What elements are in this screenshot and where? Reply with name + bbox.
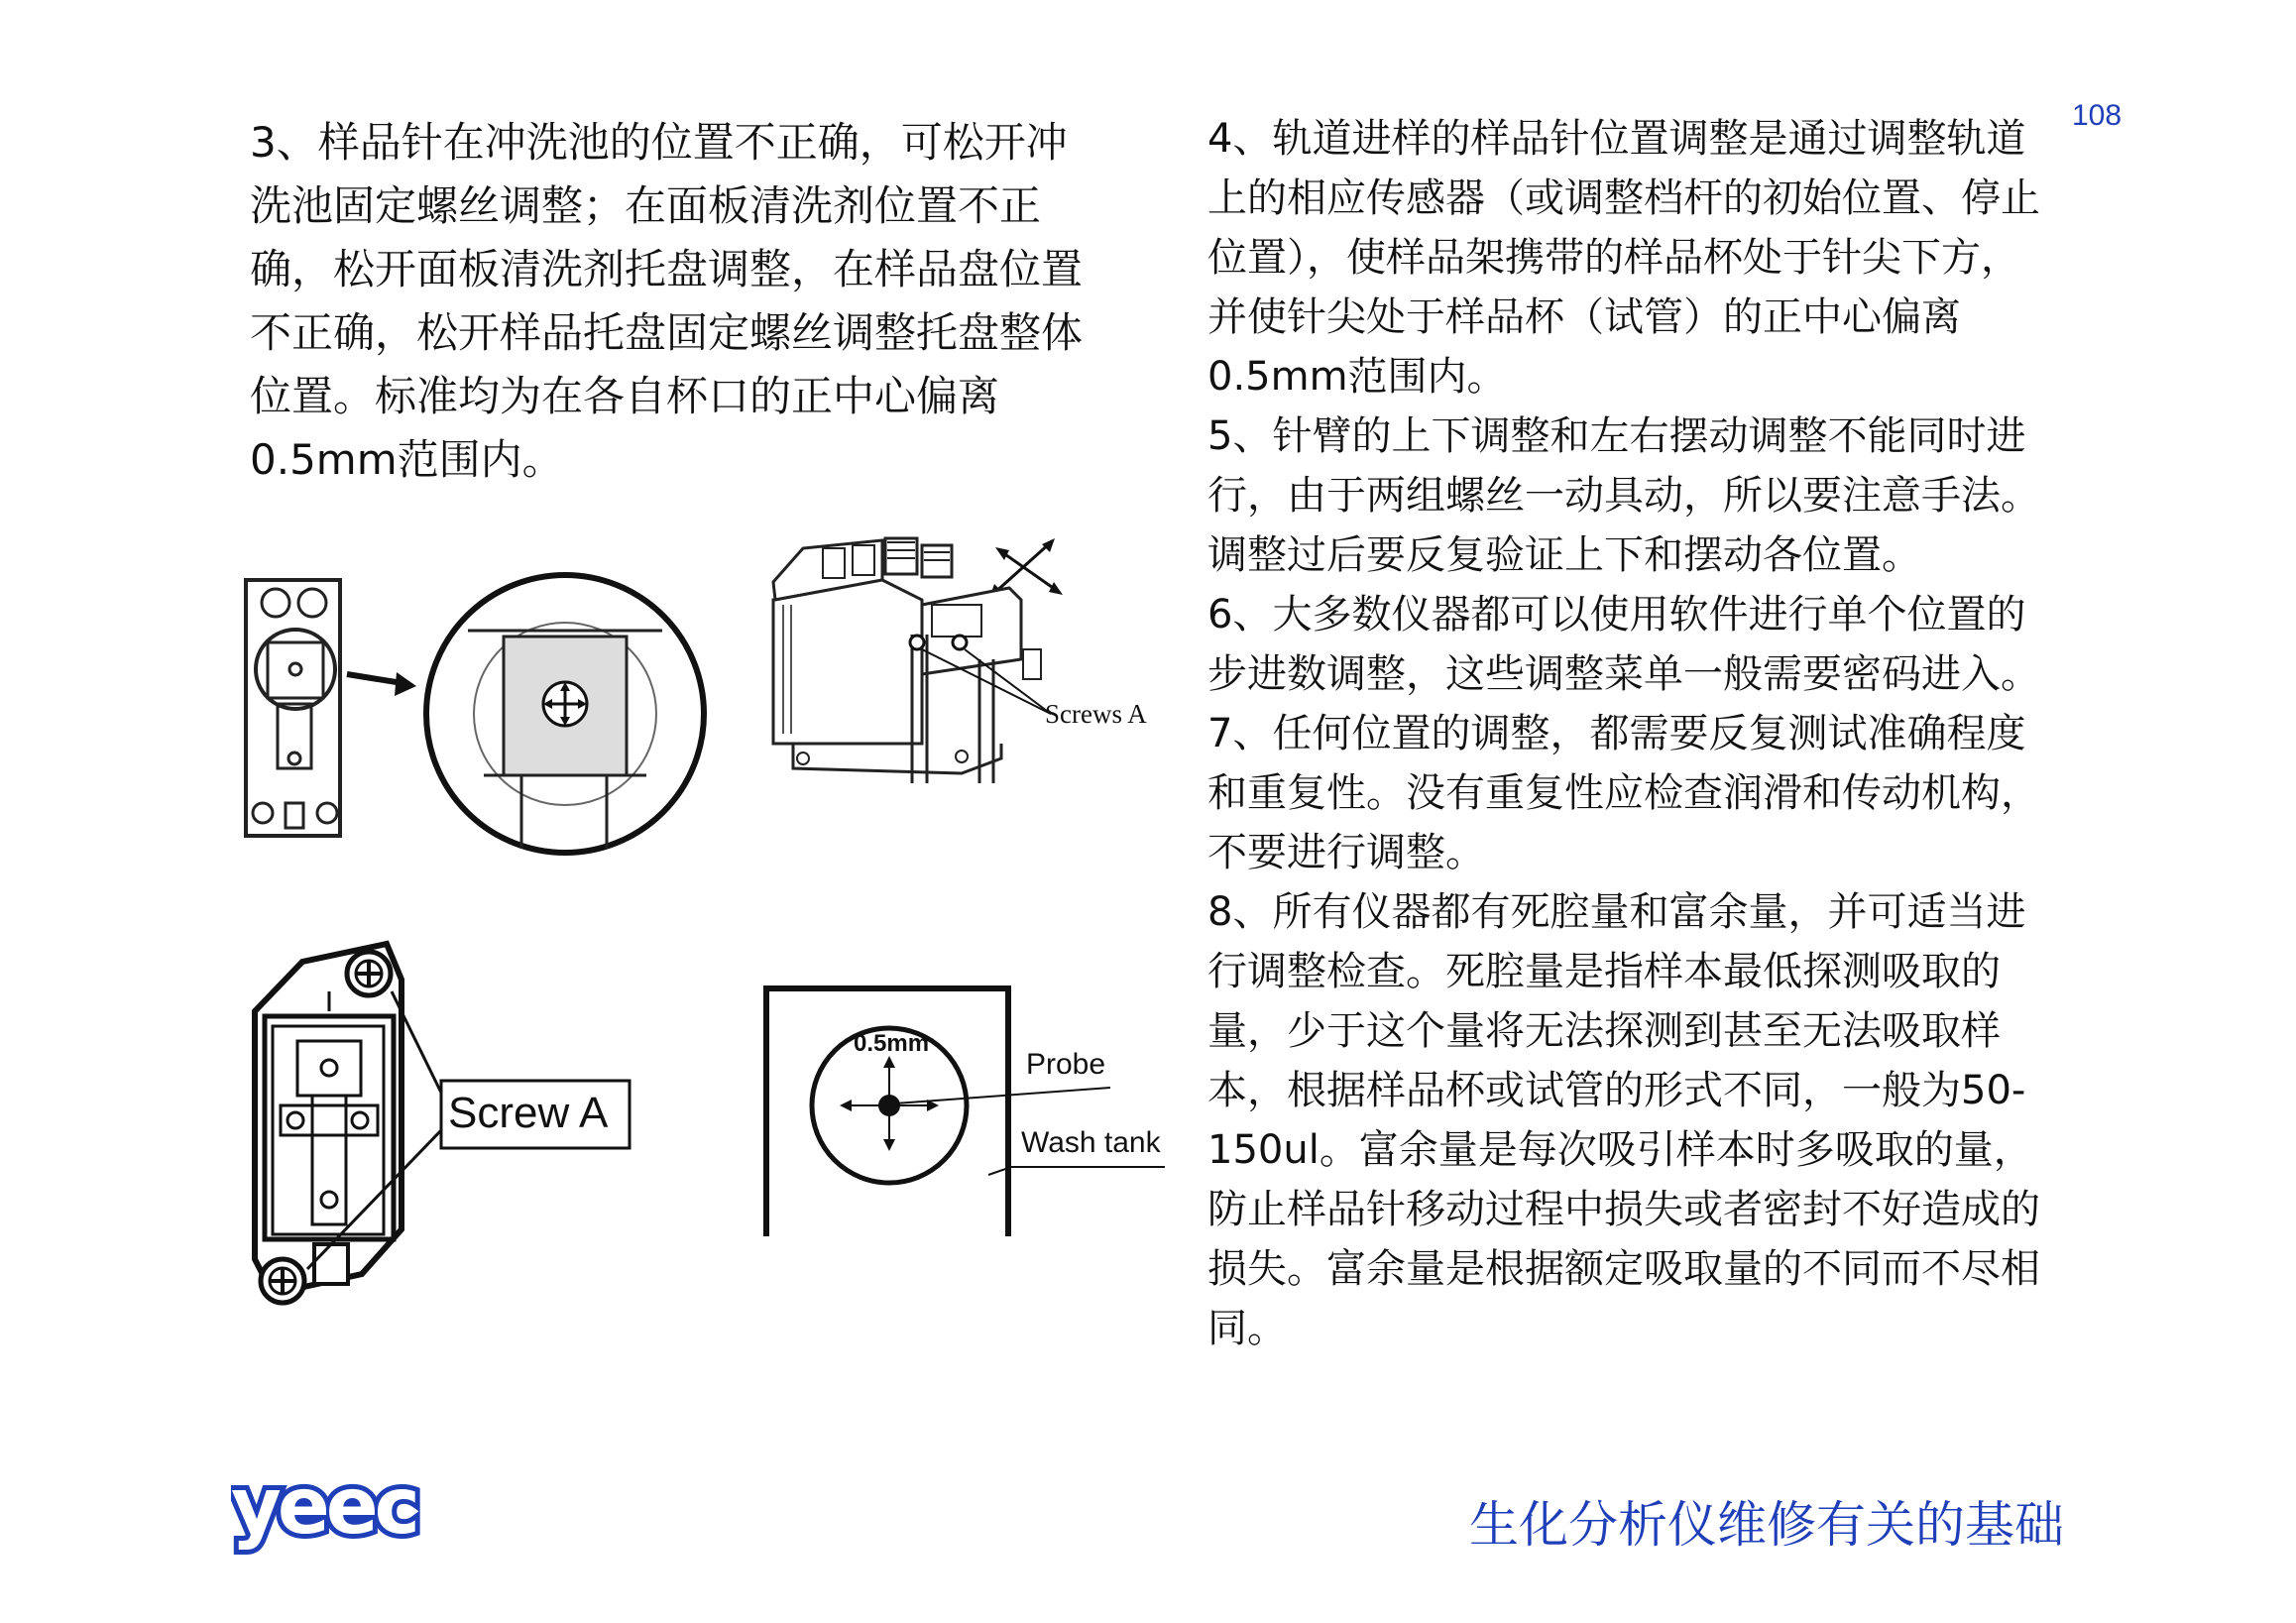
screw-top-icon [347, 952, 391, 995]
logo-text: yeec [231, 1475, 416, 1552]
paragraph-3: 3、样品针在冲洗池的位置不正确，可松开冲洗池固定螺丝调整；在面板清洗剂位置不正确，松开面板清洗剂托盘调整，在样品盘位置不正确，松开样品托盘固定螺丝调整托盘整体位置。标准均为在各自杯口的正中心偏离0.5mm范围内。 [250, 118, 1084, 484]
footer-title: 生化分析仪维修有关的基础 [1469, 1496, 2064, 1554]
right-column [1207, 109, 2050, 1358]
page-number: 108 [2072, 99, 2123, 132]
screw-a-label: Screw A [448, 1089, 609, 1137]
figure-screw-bracket [243, 932, 649, 1319]
figure-arm-mechanism [763, 511, 1180, 818]
paragraph-6: 6、大多数仪器都可以使用软件进行单个位置的步进数调整，这些调整菜单一般需要密码进入。 [1207, 592, 2040, 697]
wash-tank-label: Wash tank [1021, 1126, 1161, 1159]
paragraph-8: 8、所有仪器都有死腔量和富余量，并可适当进行调整检查。死腔量是指样本最低探测吸取的量，少于这个量将无法探测到甚至无法吸取样本，根据样品杯或试管的形式不同，一般为50-150ul。富余量是每次吸引样本时多吸取的量，防止样品针移动过程中损失或者密封不好造成的损失。富余量是根据额定吸取量的不同而不尽相同。 [1207, 889, 2040, 1351]
screw-bottom-icon [261, 1259, 304, 1303]
mm-label: 0.5mm [854, 1030, 930, 1057]
yeec-logo [231, 1475, 439, 1559]
figure-wash-tank [758, 977, 1175, 1244]
figure-bracket-magnified [238, 565, 724, 863]
screws-a-label: Screws A [1045, 699, 1147, 729]
paragraph-7: 7、任何位置的调整，都需要反复测试准确程度和重复性。没有重复性应检查润滑和传动机构，不要进行调整。 [1207, 711, 2040, 875]
probe-label: Probe [1026, 1048, 1106, 1081]
paragraph-4: 4、轨道进样的样品针位置调整是通过调整轨道上的相应传感器（或调整档杆的初始位置、停止位置），使样品架携带的样品杯处于针尖下方，并使针尖处于样品杯（试管）的正中心偏离0.5mm范围内。 [1207, 116, 2040, 400]
paragraph-5: 5、针臂的上下调整和左右摆动调整不能同时进行，由于两组螺丝一动具动，所以要注意手法。调整过后要反复验证上下和摆动各位置。 [1207, 413, 2040, 578]
